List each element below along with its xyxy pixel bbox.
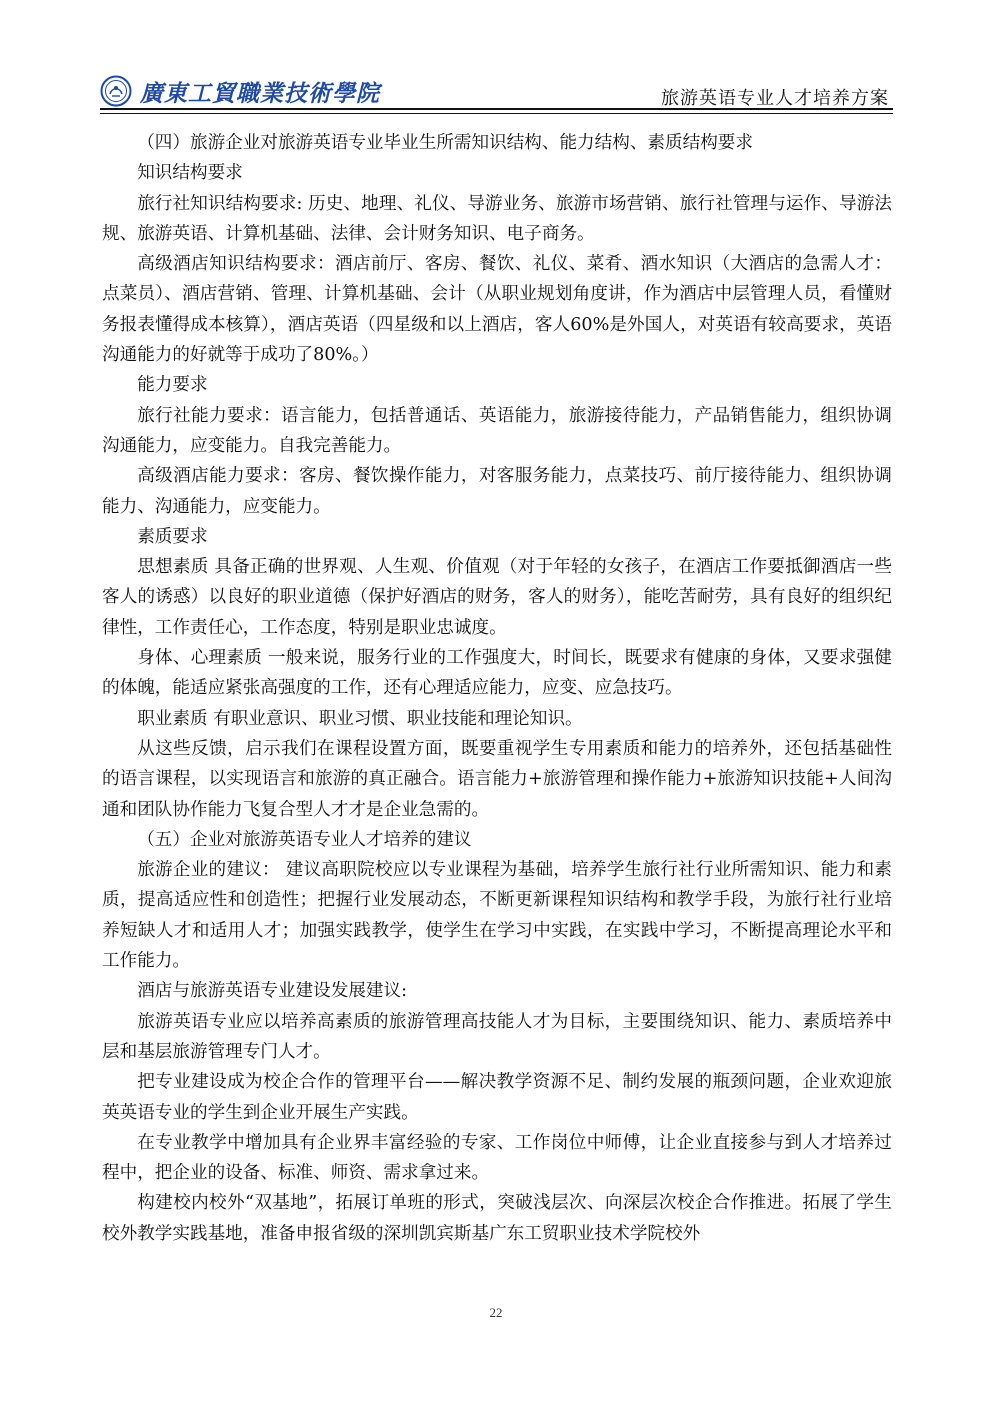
paragraph: 思想素质 具备正确的世界观、人生观、价值观（对于年轻的女孩子，在酒店工作要抵御酒店一些客人的诱惑）以良好的职业道德（保护好酒店的财务，客人的财务），能吃苦耐劳，具有良好的组织纪律性，工作责任心，工作态度，特别是职业忠诚度。	[102, 557, 892, 638]
paragraph: 构建校内校外“双基地”，拓展订单班的形式，突破浅层次、向深层次校企合作推进。拓展了学生校外教学实践基地，准备申报省级的深圳凯宾斯基广东工贸职业技术学院校外	[102, 1193, 892, 1244]
paragraph: 职业素质 有职业意识、职业习惯、职业技能和理论知识。	[137, 708, 583, 729]
paragraph: 旅游企业的建议： 建议高职院校应以专业课程为基础，培养学生旅行社行业所需知识、能力和素质，提高适应性和创造性；把握行业发展动态，不断更新课程知识结构和教学手段，为旅行社行业培养短缺人才和适用人才；加强实践教学，使学生在学习中实践，在实践中学习，不断提高理论水平和工作能力。	[102, 860, 892, 972]
document-title: 旅游英语专业人才培养方案	[661, 88, 889, 109]
page-number: 22	[489, 1305, 503, 1320]
page-header	[100, 70, 893, 114]
paragraph: 把专业建设成为校企合作的管理平台——解决教学资源不足、制约发展的瓶颈问题，企业欢迎旅英英语专业的学生到企业开展生产实践。	[102, 1072, 892, 1123]
school-name-logo: 廣東工貿職業技術學院	[140, 79, 380, 107]
paragraph: 旅行社能力要求：语言能力，包括普通话、英语能力，旅游接待能力，产品销售能力，组织协调沟通能力，应变能力。自我完善能力。	[102, 405, 892, 456]
subheading-hotel-advice: 酒店与旅游英语专业建设发展建议:	[137, 981, 408, 1002]
paragraph: 在专业教学中增加具有企业界丰富经验的专家、工作岗位中师傅，让企业直接参与到人才培养过程中，把企业的设备、标准、师资、需求拿过来。	[102, 1132, 892, 1184]
subheading-quality: 素质要求	[137, 526, 208, 547]
page-body	[102, 128, 892, 1249]
section-heading-4: （四）旅游企业对旅游英语专业毕业生所需知识结构、能力结构、素质结构要求	[137, 133, 753, 153]
paragraph: 旅游英语专业应以培养高素质的旅游管理高技能人才为目标，主要围绕知识、能力、素质培养中层和基层旅游管理专门人才。	[102, 1011, 892, 1062]
header-rule	[100, 108, 893, 110]
header-rule-thin	[100, 113, 893, 114]
paragraph: 旅行社知识结构要求: 历史、地理、礼仪、导游业务、旅游市场营销、旅行社管理与运作、导游法规、旅游英语、计算机基础、法律、会计财务知识、电子商务。	[102, 193, 892, 244]
school-seal-icon	[100, 75, 132, 107]
subheading-ability: 能力要求	[137, 375, 208, 396]
school-logo	[100, 74, 380, 108]
paragraph: 高级酒店知识结构要求：酒店前厅、客房、餐饮、礼仪、菜肴、酒水知识（大酒店的急需人才：点菜员）、酒店营销、管理、计算机基础、会计（从职业规划角度讲，作为酒店中层管理人员，看懂财务报表懂得成本核算），酒店英语（四星级和以上酒店，客人60%是外国人，对英语有较高要求，英语沟通能力的好就等于成功了80%。）	[102, 254, 892, 366]
subheading-knowledge: 知识结构要求	[137, 163, 243, 184]
paragraph: 身体、心理素质 一般来说，服务行业的工作强度大，时间长，既要求有健康的身体，又要求强健的体魄，能适应紧张高强度的工作，还有心理适应能力，应变、应急技巧。	[102, 648, 892, 699]
paragraph: 高级酒店能力要求：客房、餐饮操作能力，对客服务能力，点菜技巧、前厅接待能力、组织协调能力、沟通能力，应变能力。	[102, 466, 892, 517]
section-heading-5: （五）企业对旅游英语专业人才培养的建议	[137, 829, 472, 850]
paragraph: 从这些反馈，启示我们在课程设置方面，既要重视学生专用素质和能力的培养外，还包括基础性的语言课程，以实现语言和旅游的真正融合。语言能力+旅游管理和操作能力+旅游知识技能+人间沟通和团队协作能力飞复合型人才才是企业急需的。	[102, 738, 892, 820]
